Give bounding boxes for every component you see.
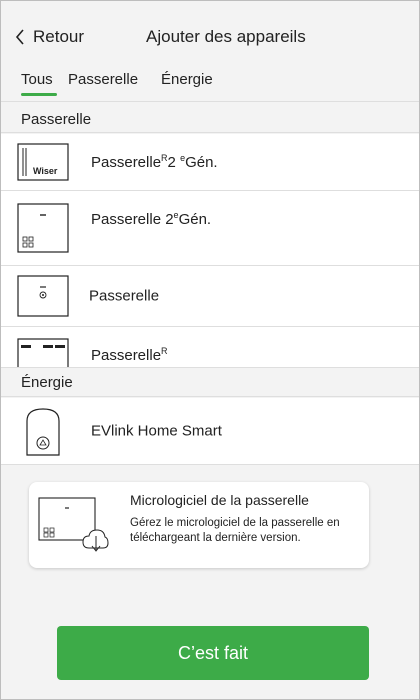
chevron-left-icon <box>15 29 25 45</box>
firmware-download-icon <box>37 496 109 556</box>
back-button[interactable] <box>15 27 84 47</box>
wiser-gateway-icon <box>17 142 69 182</box>
header <box>1 1 419 57</box>
gateway-gen2-icon <box>17 203 69 253</box>
section-title-gateway: Passerelle <box>21 111 92 128</box>
section-header-energy <box>1 367 419 397</box>
device-label: Passerelle 2eGén. <box>91 210 212 229</box>
firmware-card-description: Gérez le micrologiciel de la passerelle en téléchargeant la dernière version. <box>130 517 340 544</box>
tab-energy[interactable]: Énergie <box>161 71 213 88</box>
section-title-energy: Énergie <box>21 373 73 391</box>
firmware-card[interactable] <box>29 482 369 568</box>
gateway-icon <box>17 275 69 317</box>
device-row-wiser-gateway[interactable] <box>1 134 419 191</box>
device-label: Passerelle <box>89 287 160 305</box>
page-title: Ajouter des appareils <box>146 27 306 46</box>
device-row-gateway[interactable] <box>1 266 419 327</box>
device-label: EVlink Home Smart <box>91 422 222 440</box>
section-header-gateway <box>1 107 419 133</box>
device-label: Passerelle$^R$2 $^e$Gén. <box>91 153 218 171</box>
done-button[interactable]: C’est fait <box>57 626 369 680</box>
ev-charger-icon <box>21 407 65 457</box>
device-label: Passerelle$^R$ <box>91 346 168 364</box>
tab-active-indicator <box>21 93 57 96</box>
device-row-evlink[interactable] <box>1 398 419 465</box>
back-label: Retour <box>33 27 85 46</box>
firmware-card-title: Micrologiciel de la passerelle <box>130 492 309 508</box>
wiser-logo-text: Wiser <box>33 166 58 176</box>
tab-all[interactable]: Tous <box>21 71 53 88</box>
tab-gateway[interactable]: Passerelle <box>68 71 139 88</box>
tab-bar <box>1 63 419 102</box>
device-row-gateway-gen2[interactable] <box>1 191 419 266</box>
